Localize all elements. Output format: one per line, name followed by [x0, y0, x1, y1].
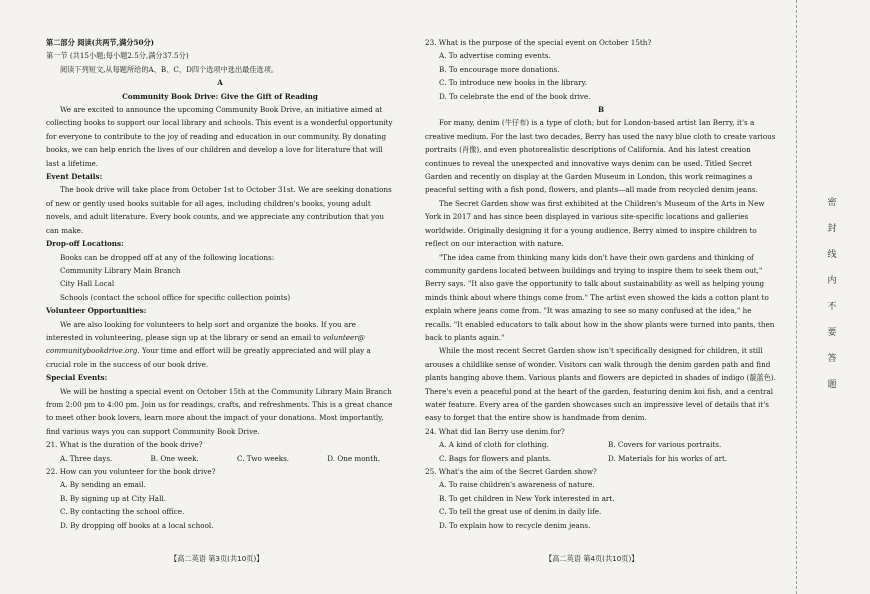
passage-b-para2: The Secret Garden show was first exhibited at the Children's Museum of the Arts in New York in 2017 and has since been displayed in various site-specific locations and galleries worldwide. Originally designing it for a young audience, Berry aimed to inspire children to reflect on our interaction with nature.	[425, 198, 765, 249]
q23-option-b: B. To encourage more donations.	[439, 64, 560, 74]
question-22: 22. How can you volunteer for the book drive?	[46, 467, 216, 476]
left-column	[46, 36, 394, 532]
passage-letter-b: B	[597, 105, 605, 115]
question-21: 21. What is the duration of the book drive?	[46, 440, 203, 450]
notice-char: 线	[827, 250, 837, 260]
q21-option-b: B. One week.	[150, 453, 199, 463]
q25-option-a: A. To raise children's awareness of nature.	[439, 480, 595, 490]
passage-a-title: Community Book Drive: Give the Gift of Reading	[122, 91, 318, 101]
special-events-heading: Special Events:	[46, 373, 108, 383]
q22-option-d: D. By dropping off books at a local school.	[60, 520, 214, 530]
notice-char: 内	[827, 276, 837, 286]
q21-option-a: A. Three days.	[60, 453, 113, 463]
q22-option-a: A. By sending an email.	[60, 480, 146, 490]
passage-b-para4: While the most recent Secret Garden show isn't specifically designed for children, it still arouses a childlike sense of wonder. Visitors can walk through the denim garden path and find plants hanging above them. Various plants and flowers are depicted in shades of indigo (靛蓝色). There's even a peaceful pond at the heart of the garden, featuring denim koi fish, and a central water feature. Every area of the garden showcases such an impressive level of details that it's easy to forget that the entire show is handmade from denim.	[425, 346, 776, 423]
volunteer-text	[46, 318, 394, 372]
volunteer-email: volunteer@ communitybookdrive.org	[46, 332, 365, 356]
q25-option-b: B. To get children in New York interested in art.	[439, 493, 615, 503]
dropoff-heading: Drop-off Locations:	[46, 239, 124, 249]
section-one-heading: 第一节 (共15小题;每小题2.5分,满分37.5分)	[46, 51, 189, 61]
notice-char: 答	[827, 354, 837, 364]
right-column	[425, 36, 777, 532]
q23-option-d: D. To celebrate the end of the book drive.	[439, 91, 591, 101]
binding-line-sidebar	[796, 0, 870, 594]
question-23: 23. What is the purpose of the special event on October 15th?	[425, 38, 652, 47]
page-footer-left: 【高二英语 第3页(共10页)】	[170, 554, 264, 563]
q23-option-c: C. To introduce new books in the library.	[439, 78, 587, 88]
notice-char: 题	[827, 380, 837, 390]
q23-option-a: A. To advertise coming events.	[439, 51, 551, 61]
q24-option-d: D. Materials for his works of art.	[608, 453, 728, 463]
notice-char: 要	[827, 328, 837, 338]
special-events-text: We will be hosting a special event on October 15th at the Community Library Main Branch from 2:00 pm to 4:00 pm. Join us for readings, crafts, and refreshments. This is a great chance to meet other book lovers, learn more about the impact of your donations. Most importantly, find various ways you can support Community Book Drive.	[46, 386, 393, 436]
question-24-options	[425, 438, 777, 465]
q22-option-b: B. By signing up at City Hall.	[60, 493, 166, 503]
dropoff-intro: Books can be dropped off at any of the following locations:	[60, 252, 275, 262]
q24-option-c: C. Bags for flowers and plants.	[439, 453, 552, 463]
volunteer-text-b: . Your time and effort will be greatly appreciated and will play a crucial role in the success of our book drive.	[46, 346, 371, 369]
q21-option-c: C. Two weeks.	[236, 453, 290, 463]
location-item: Community Library Main Branch	[60, 265, 181, 275]
q25-option-d: D. To explain how to recycle denim jeans.	[439, 520, 591, 530]
passage-b-para1: For many, denim (牛仔布) is a type of cloth; but for London-based artist Ian Berry, it's a creative medium. For the last two decades, Berry has used the navy blue cloth to create various portraits (肖像), and even photorealistic descriptions of California. And his latest creation continues to reveal the unexpected and innovative ways denim can be used. Titled Secret Garden and recently on display at the Garden Museum in London, this work reimagines a peaceful setting with a fish pond, flowers, and plants—all made from recycled denim jeans.	[425, 118, 776, 195]
notice-char: 不	[827, 302, 837, 312]
instruction-text: 阅读下列短文,从每题所给的A、B、C、D四个选项中选出最佳选项。	[60, 64, 279, 74]
section-part-heading: 第二部分 阅读(共两节,满分50分)	[46, 38, 155, 47]
q21-option-d: D. One month.	[327, 453, 380, 463]
volunteer-text-a: We are also looking for volunteers to help sort and organize the books. If you are interested in volunteering, please sign up at the library or send an email to	[46, 319, 356, 342]
notice-char: 密	[827, 198, 837, 208]
q24-option-b: B. Covers for various portraits.	[608, 440, 722, 450]
question-25: 25. What's the aim of the Secret Garden show?	[425, 467, 597, 476]
location-item: City Hall Local	[60, 279, 115, 289]
binding-line-notice	[825, 190, 839, 398]
passage-a-para1: We are excited to announce the upcoming Community Book Drive, an initiative aimed at collecting books to support our local library and schools. This event is a wonderful opportunity for everyone to contribute to the joy of reading and education in our community. By donating books, we can help enrich the lives of our children and develop a love for literature that will last a lifetime.	[46, 105, 393, 168]
q22-option-c: C. By contacting the school office.	[60, 507, 185, 517]
page-footer-right: 【高二英语 第4页(共10页)】	[545, 554, 639, 563]
question-21-options	[46, 452, 394, 465]
q24-option-a: A. A kind of cloth for clothing.	[439, 440, 549, 450]
question-24: 24. What did Ian Berry use denim for?	[425, 426, 565, 436]
event-details-heading: Event Details:	[46, 172, 103, 182]
notice-char: 封	[827, 224, 837, 234]
location-item: Schools (contact the school office for specific collection points)	[60, 292, 291, 302]
volunteer-heading: Volunteer Opportunities:	[46, 306, 147, 316]
event-details-text: The book drive will take place from October 1st to October 31st. We are seeking donations of new or gently used books suitable for all ages, including children's books, young adult novels, and adult literature. Every book counts, and we appreciate any contribution that you can make.	[46, 185, 392, 235]
passage-b-para3: "The idea came from thinking many kids don't have their own gardens and thinking of community gardens located between buildings and trying to inspire them to seek them out," Berry says. "It also gave the opportunity to talk about sustainability as well as helping young minds think about where things come from." The artist even showed the kids a cotton plant to explain where jeans come from. "It was amazing to see so many confused at the idea," he recalls. "It enabled educators to talk about how in the show plants were turned into pants, then back to plants again."	[425, 252, 775, 342]
passage-letter-a: A	[217, 78, 223, 88]
q25-option-c: C. To tell the great use of denim in daily life.	[439, 507, 602, 517]
